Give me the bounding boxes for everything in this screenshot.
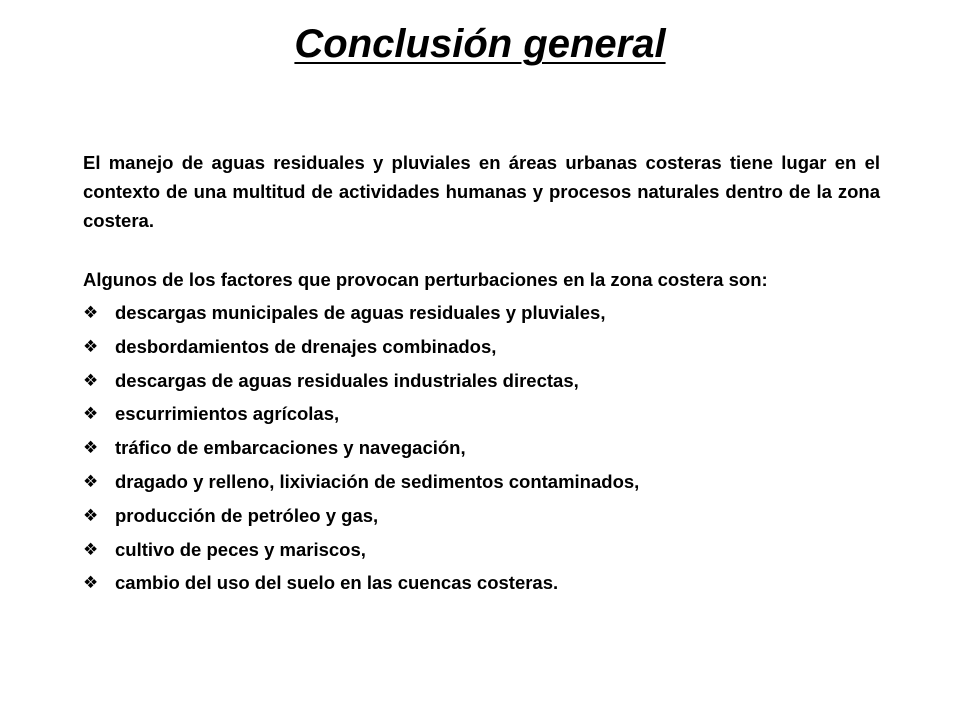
list-item-text: dragado y relleno, lixiviación de sedimentos contaminados, — [115, 470, 640, 492]
list-item — [83, 431, 880, 465]
list-item-text: cultivo de peces y mariscos, — [115, 538, 366, 560]
list-item — [83, 364, 880, 398]
four-diamond-icon: ❖ — [83, 505, 99, 525]
factors-paragraph: Algunos de los factores que provocan perturbaciones en la zona costera son: — [83, 269, 768, 290]
slide-body — [83, 148, 880, 600]
list-item-text: escurrimientos agrícolas, — [115, 403, 340, 425]
list-item — [83, 465, 880, 499]
four-diamond-icon: ❖ — [83, 370, 99, 390]
slide-title: Conclusión general — [294, 22, 666, 66]
four-diamond-icon: ❖ — [83, 438, 99, 458]
list-item — [83, 566, 880, 600]
list-item-text: desbordamientos de drenajes combinados, — [115, 335, 497, 357]
four-diamond-icon: ❖ — [83, 471, 99, 491]
four-diamond-icon: ❖ — [83, 573, 99, 593]
list-item — [83, 296, 880, 330]
four-diamond-icon: ❖ — [83, 539, 99, 559]
list-item — [83, 499, 880, 533]
list-item-text: descargas municipales de aguas residuales y pluviales, — [115, 302, 606, 323]
list-item-text: descargas de aguas residuales industriales directas, — [115, 369, 579, 391]
intro-paragraph: El manejo de aguas residuales y pluviales en áreas urbanas costeras tiene lugar en el contexto de una multitud de actividades humanas y procesos naturales dentro de la zona costera. — [83, 152, 880, 231]
four-diamond-icon: ❖ — [83, 336, 99, 356]
list-item — [83, 533, 880, 567]
list-item — [83, 397, 880, 431]
list-item-text: cambio del uso del suelo en las cuencas costeras. — [115, 572, 559, 594]
four-diamond-icon: ❖ — [83, 404, 99, 424]
list-item-text: tráfico de embarcaciones y navegación, — [115, 437, 466, 459]
four-diamond-icon: ❖ — [83, 303, 99, 322]
list-item — [83, 330, 880, 364]
factors-list — [83, 296, 880, 600]
list-item-text: producción de petróleo y gas, — [115, 504, 379, 526]
